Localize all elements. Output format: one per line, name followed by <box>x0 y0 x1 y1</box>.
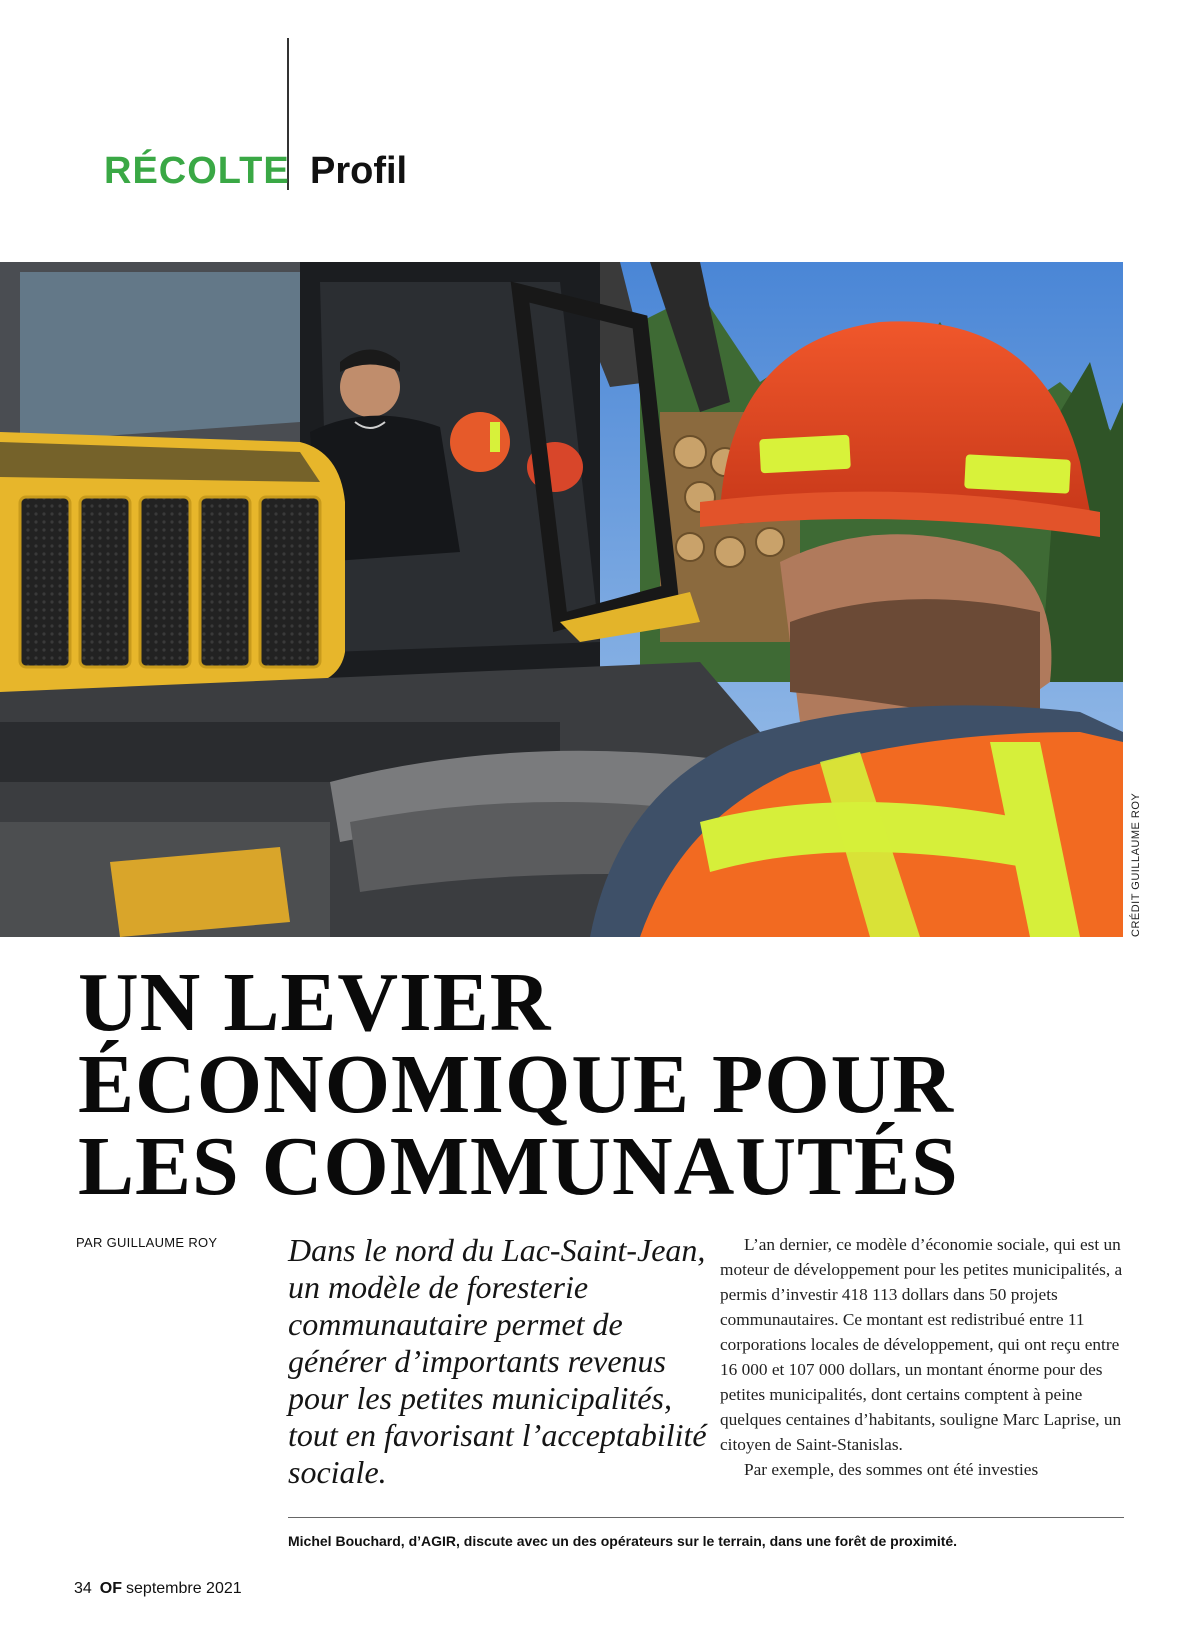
body-paragraph: Par exemple, des sommes ont été investies <box>744 1460 1039 1479</box>
caption-rule <box>288 1517 1124 1518</box>
headline-line: UN LEVIER <box>78 956 552 1049</box>
photo-caption: Michel Bouchard, d’AGIR, discute avec un des opérateurs sur le terrain, dans une forêt de proximité. <box>288 1533 958 1549</box>
body-text <box>720 1232 1130 1482</box>
page-number: 34 <box>74 1580 92 1597</box>
section-label: RÉCOLTE <box>104 150 290 192</box>
feature-photo <box>0 262 1123 937</box>
byline: PAR GUILLAUME ROY <box>76 1235 218 1250</box>
issue-date: septembre 2021 <box>126 1580 242 1597</box>
lede-paragraph: Dans le nord du Lac-Saint-Jean, un modèle de foresterie communautaire permet de générer d’importants revenus pour les petites municipalités, tout en favorisant l’acceptabilité sociale. <box>288 1232 707 1490</box>
headline <box>78 956 1128 1213</box>
photo-credit: CRÉDIT GUILLAUME ROY <box>1130 792 1142 937</box>
body-paragraph: L’an dernier, ce modèle d’économie sociale, qui est un moteur de développement pour les petites municipalités, a permis d’investir 418 113 dollars dans 50 projets communautaires. Ce montant est redistribué entre 11 corporations locales de développement, qui ont reçu entre 16 000 et 107 000 dollars, un montant énorme pour des petites municipalités, dont certains comptent à peine quelques centaines d’habitants, souligne Marc Laprise, un citoyen de Saint-Stanislas. <box>720 1235 1123 1454</box>
page-footer <box>74 1580 242 1598</box>
headline-line: LES COMMUNAUTÉS <box>78 1120 959 1213</box>
magazine-name: OF <box>99 1580 123 1597</box>
headline-line: ÉCONOMIQUE POUR <box>78 1038 954 1131</box>
subsection-label: Profil <box>310 150 408 192</box>
